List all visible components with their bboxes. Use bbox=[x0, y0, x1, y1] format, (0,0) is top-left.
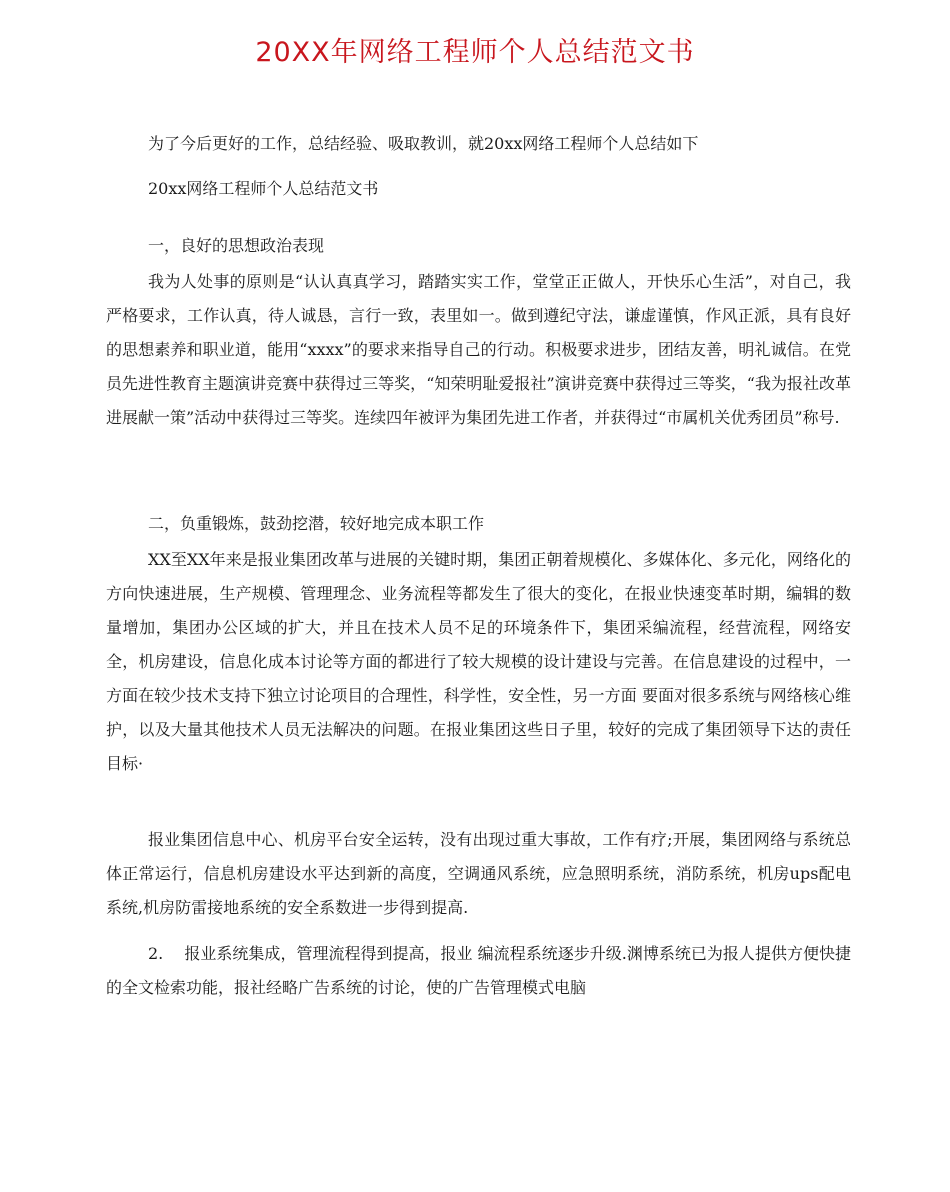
section-2-paragraph-1: XX至XX年来是报业集团改革与进展的关键时期，集团正朝着规模化、多媒体化、多元化，网络化的方向快速进展，生产规模、管理理念、业务流程等都发生了很大的变化，在报业快速变革时期，编辑的数量增加，集团办公区域的扩大，并且在技术人员不足的环境条件下，集团采编流程，经营流程，网络安全，机房建设，信息化成本讨论等方面的都进行了较大规模的设计建设与完善。在信息建设的过程中，一方面在较少技术支持下独立讨论项目的合理性，科学性，安全性，另一方面 要面对很多系统与网络核心维护，以及大量其他技术人员无法解决的问题。在报业集团这些日子里，较好的完成了集团领导下达的责任目标· bbox=[106, 550, 851, 773]
document-title: 20XX年网络工程师个人总结范文书 bbox=[255, 37, 695, 68]
intro-line: 为了今后更好的工作，总结经验、吸取教训，就20xx网络工程师个人总结如下 bbox=[148, 134, 699, 153]
section-2-heading: 二，负重锻炼，鼓劲挖潜，较好地完成本职工作 bbox=[148, 514, 485, 533]
section-2-paragraph-2: 报业集团信息中心、机房平台安全运转，没有出现过重大事故，工作有疗;开展，集团网络与系统总体正常运行，信息机房建设水平达到新的高度，空调通风系统，应急照明系统，消防系统，机房ups配电系统,机房防雷接地系统的安全系数进一步得到提高. bbox=[106, 830, 851, 917]
section-2-paragraph-3: 2. 报业系统集成，管理流程得到提高，报业 编流程系统逐步升级.渊博系统已为报人提供方便快捷的全文检索功能，报社经略广告系统的讨论，使的广告管理模式电脑 bbox=[106, 944, 851, 997]
subtitle-line: 20xx网络工程师个人总结范文书 bbox=[148, 179, 379, 198]
section-1-heading: 一，良好的思想政治表现 bbox=[148, 236, 325, 255]
section-1-paragraph: 我为人处事的原则是“认认真真学习，踏踏实实工作，堂堂正正做人，开快乐心生活”，对自己，我严格要求，工作认真，待人诚恳，言行一致，表里如一。做到遵纪守法，谦虚谨慎，作风正派，具有良好的思想素养和职业道，能用“xxxx”的要求来指导自己的行动。积极要求进步，团结友善，明礼诚信。在党员先进性教育主题演讲竞赛中获得过三等奖，“知荣明耻爱报社”演讲竞赛中获得过三等奖，“我为报社改革进展献一策”活动中获得过三等奖。连续四年被评为集团先进工作者，并获得过“市属机关优秀团员”称号. bbox=[106, 272, 851, 427]
